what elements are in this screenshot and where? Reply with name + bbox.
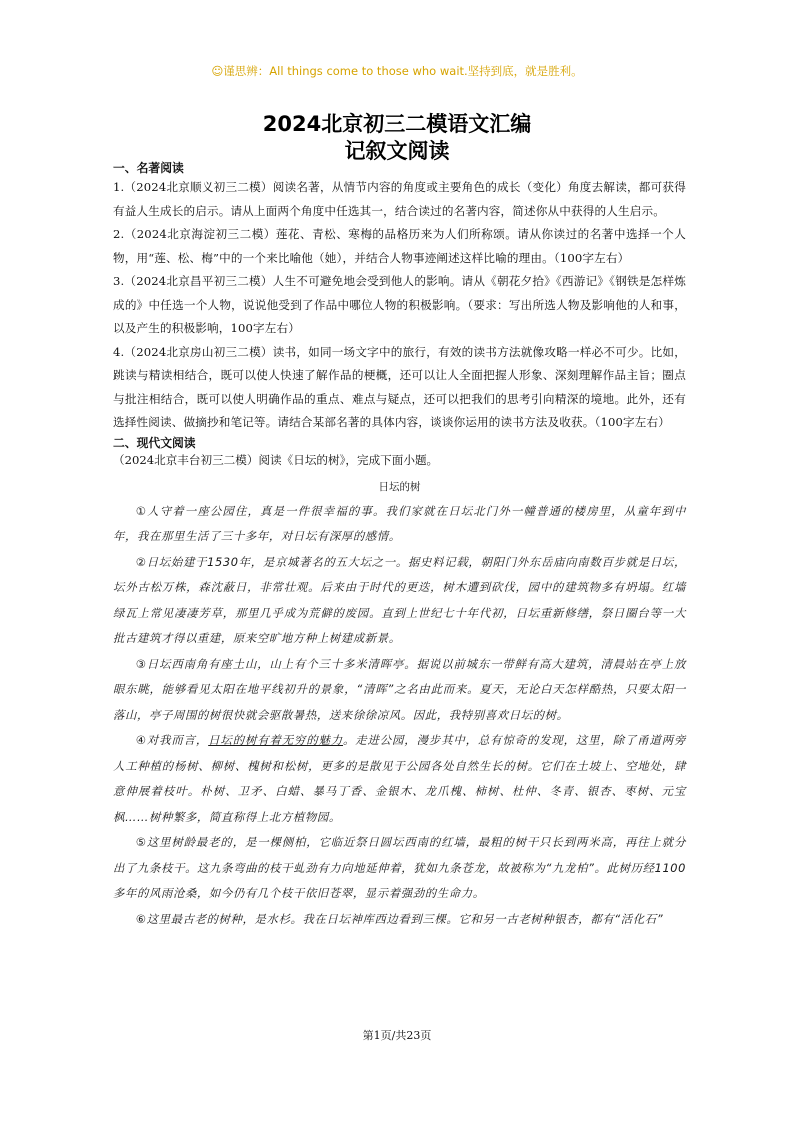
document-body [113,160,686,932]
article-paragraph-5: ⑤这里树龄最老的，是一棵侧柏，它临近祭日圆坛西南的红墙，最粗的树干只长到两米高，再往上就分出了九条枝干。这九条弯曲的枝干虬劲有力向地延伸着，犹如九条苍龙，故被称为“九龙柏”。此树历经1100多年的风雨沧桑，如今仍有几个枝干依旧苍翠，显示着强劲的生命力。 [113,835,686,900]
reading-intro: （2024北京丰台初三二模）阅读《日坛的树》，完成下面小题。 [113,452,439,467]
section-heading-classics: 一、名著阅读 [113,161,184,175]
article-paragraph-3: ③日坛西南角有座土山，山上有个三十多米清晖亭。据说以前城东一带鲜有高大建筑，清晨站在亭上放眼东眺，能够看见太阳在地平线初升的景象，“清晖”之名由此而来。夏天，无论白天怎样酷热，只要太阳一落山，亭子周围的树很快就会驱散暑热，送来徐徐凉风。因此，我特别喜欢日坛的树。 [113,656,686,722]
underlined-sentence: 日坛的树有着无穷的魅力 [208,733,344,747]
section-heading-modern: 二、现代文阅读 [113,435,196,450]
question-4: 4.（2024北京房山初三二模）读书，如同一场文字中的旅行，有效的读书方法就像攻略一样必不可少。比如，跳读与精读相结合，既可以使人快速了解作品的梗概，还可以让人全面把握人形象、深刻理解作品主旨；圈点与批注相结合，既可以使人明确作品的重点、难点与疑点，还可以把我们的思考引向精深的境地。此外，还有选择性阅读、做摘抄和笔记等。请结合某部名著的具体内容，谈谈你运用的读书方法及收获。（100字左右） [113,344,686,429]
article-paragraph-1: ①人守着一座公园住，真是一件很幸福的事。我们家就在日坛北门外一幢普通的楼房里，从童年到中年，我在那里生活了三十多年，对日坛有深厚的感情。 [113,503,686,543]
article-title: 日坛的树 [378,480,421,493]
document-subtitle: 记叙文阅读 [344,139,450,163]
question-2: 2.（2024北京海淀初三二模）莲花、青松、寒梅的品格历来为人们所称颂。请从你读过的名著中选择一个人物，用“莲、松、梅”中的一个来比喻他（她），并结合人物事迹阐述这样比喻的理由。（100字左右） [113,227,686,265]
page-number: 第1页/共23页 [362,1029,432,1042]
header-motto: ☺谨思辨：All things come to those who wait.坚持到底，就是胜利。 [211,64,583,78]
paragraph-4-rest: 。走进公园，漫步其中，总有惊奇的发现，这里，除了甬道两旁人工种植的杨树、柳树、槐树和松树，更多的是散见于公园各处自然生长的树。它们在土坡上、空地处，肆意伸展着枝叶。朴树、卫矛、白蜡、暴马丁香、金银木、龙爪槐、柿树、杜仲、冬青、银杏、枣树、元宝枫……树种繁多，简直称得上北方植物园。 [113,733,686,824]
article-paragraph-2: ②日坛始建于1530年，是京城著名的五大坛之一。据史料记载，朝阳门外东岳庙向南数百步就是日坛，坛外古松万株，森沈蔽日，非常壮观。后来由于时代的更迭，树木遭到砍伐，园中的建筑物多有坍塌。红墙绿瓦上常见凄凄芳草，那里几乎成为荒僻的废园。直到上世纪七十年代初，日坛重新修缮，祭日圈台等一大批古建筑才得以重建，原来空旷地方种上树建成新景。 [113,554,686,645]
article-paragraph-4 [113,728,686,830]
question-1: 1.（2024北京顺义初三二模）阅读名著，从情节内容的角度或主要角色的成长（变化）角度去解读，都可获得有益人生成长的启示。请从上面两个角度中任选其一，结合读过的名著内容，简述你从中获得的人生启示。 [113,180,686,218]
document-title: 2024北京初三二模语文汇编 [262,112,532,136]
paragraph-4-lead: ④对我而言， [135,733,209,747]
question-3: 3.（2024北京昌平初三二模）人生不可避免地会受到他人的影响。请从《朝花夕拾》《西游记》《钢铁是怎样炼成的》中任选一个人物，说说他受到了作品中哪位人物的积极影响。（要求：写出所选人物及影响他的人和事，以及产生的积极影响，100字左右） [113,274,686,335]
article-paragraph-6: ⑥这里最古老的树种，是水杉。我在日坛神库西边看到三棵。它和另一古老树种银杏，都有“活化石” [135,911,664,926]
